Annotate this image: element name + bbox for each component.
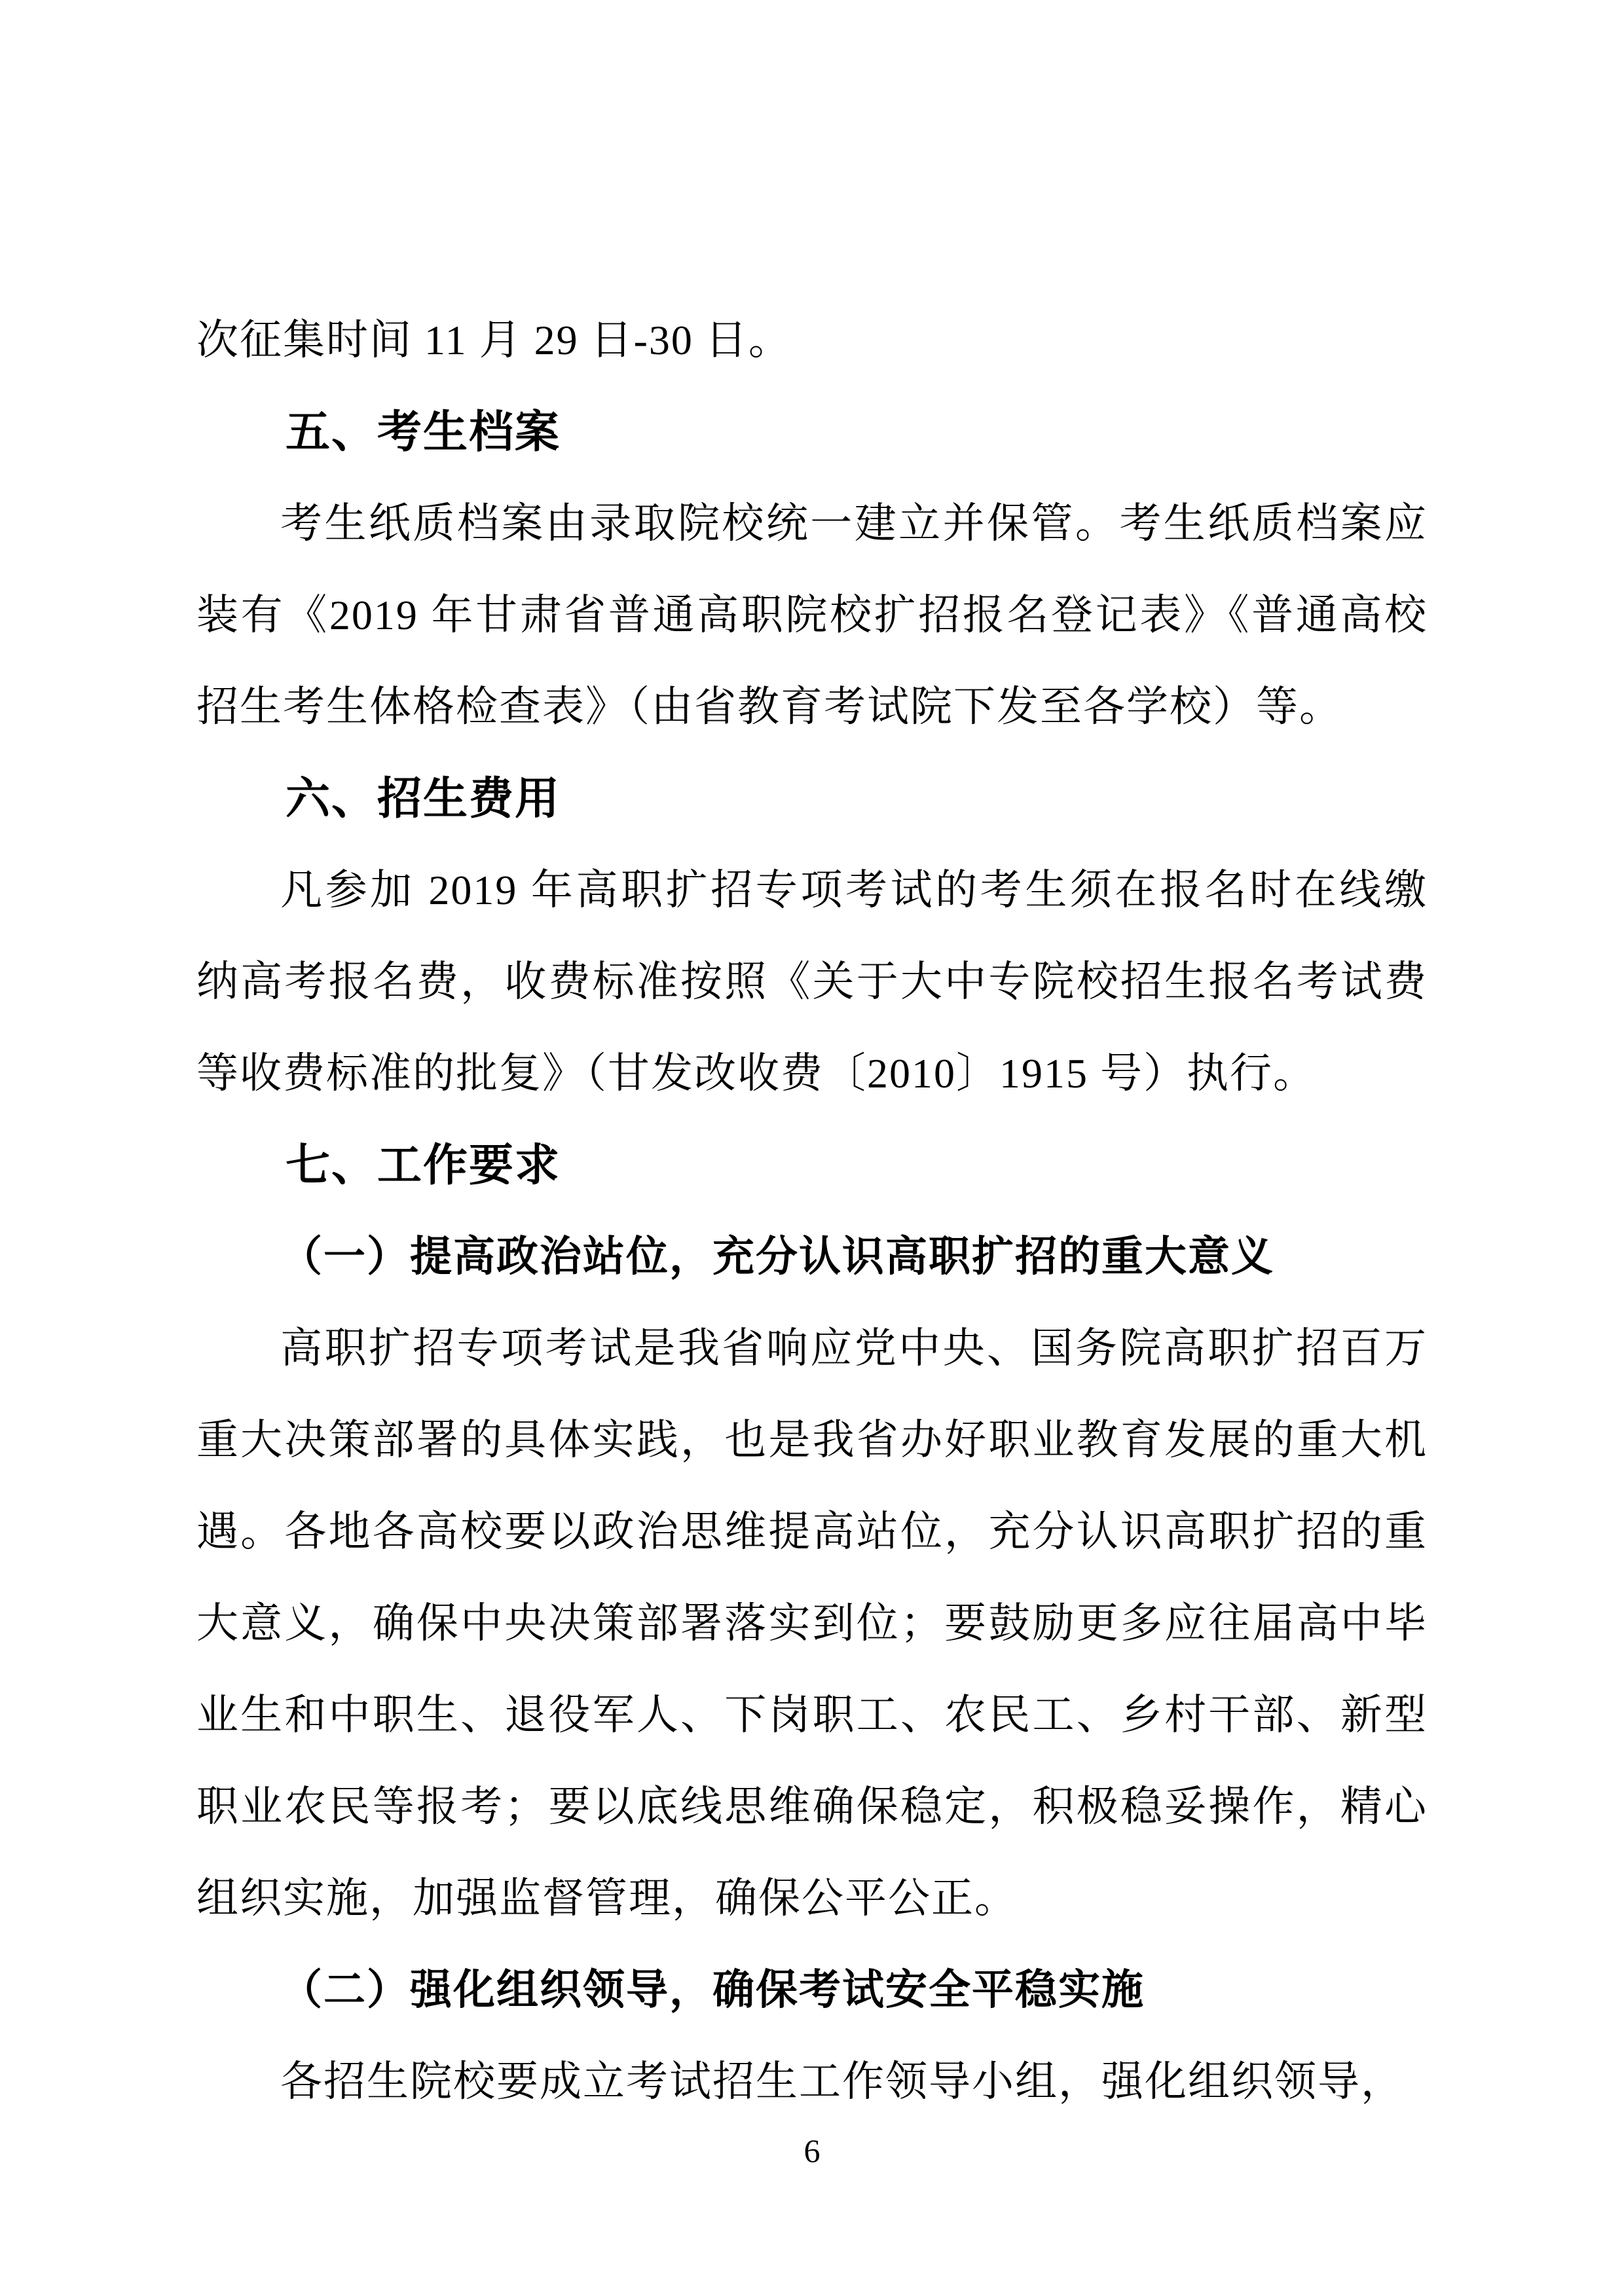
section-heading-enrollment-fees: 六、招生费用 bbox=[286, 774, 561, 824]
paragraph-carryover: 次征集时间 11 月 29 日-30 日。 bbox=[196, 317, 792, 363]
page-number: 6 bbox=[803, 2132, 821, 2169]
paragraph-enrollment-fees: 凡参加 2019 年高职扩招专项考试的考生须在报名时在线缴纳高考报名费，收费标准按照《关于大中专院校招生报名考试费等收费标准的批复》（甘发改收费〔2010〕1915 号）执行。 bbox=[196, 867, 1428, 1097]
section-heading-candidate-archives: 五、考生档案 bbox=[286, 407, 561, 457]
paragraph-political-positioning: 高职扩招专项考试是我省响应党中央、国务院高职扩招百万重大决策部署的具体实践，也是我省办好职业教育发展的重大机遇。各地各高校要以政治思维提高站位，充分认识高职扩招的重大意义，确保中央决策部署落实到位；要鼓励更多应往届高中毕业生和中职生、退役军人、下岗职工、农民工、乡村干部、新型职业农民等报考；要以底线思维确保稳定，积极稳妥操作，精心组织实施，加强监督管理，确保公平公正。 bbox=[196, 1325, 1428, 1922]
section-heading-work-requirements: 七、工作要求 bbox=[286, 1140, 561, 1190]
paragraph-candidate-archives: 考生纸质档案由录取院校统一建立并保管。考生纸质档案应装有《2019 年甘肃省普通高职院校扩招报名登记表》《普通高校招生考生体格检查表》（由省教育考试院下发至各学校）等。 bbox=[196, 500, 1428, 730]
subsection-heading-organizational-leadership: （二）强化组织领导，确保考试安全平稳实施 bbox=[280, 1967, 1145, 2013]
document-content bbox=[196, 295, 1428, 2128]
subsection-heading-political-positioning: （一）提高政治站位，充分认识高职扩招的重大意义 bbox=[280, 1233, 1274, 1280]
paragraph-organizational-leadership: 各招生院校要成立考试招生工作领导小组，强化组织领导， bbox=[280, 2058, 1404, 2105]
